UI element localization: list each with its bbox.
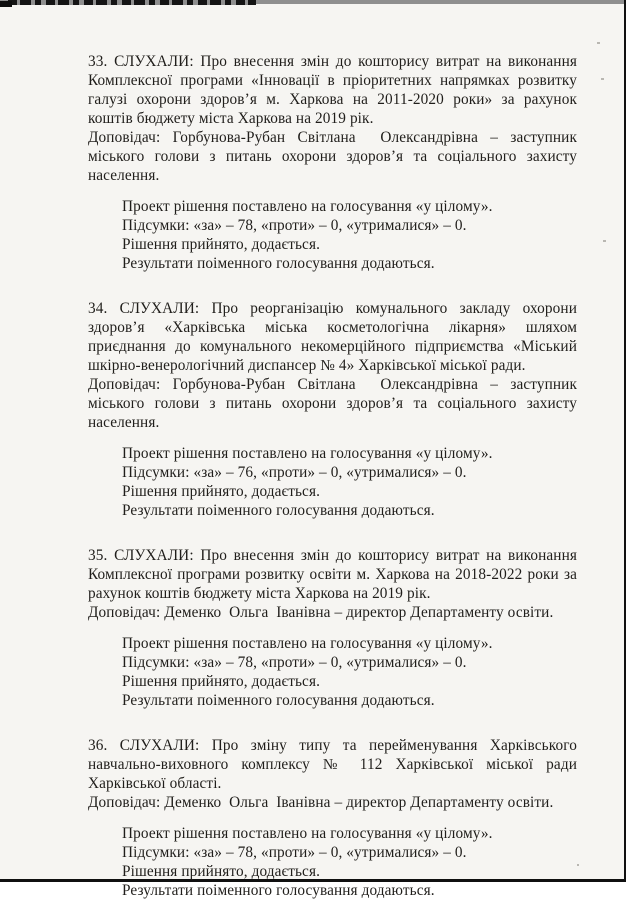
scan-corner-mark [0,1,12,7]
voting-line: Рішення прийнято, додається. [122,483,321,500]
voting-block [122,444,577,520]
item-topic-paragraph [88,299,577,375]
voting-line: Підсумки: «за» – 76, «проти» – 0, «утрималися» – 0. [122,464,467,481]
voting-line: Підсумки: «за» – 78, «проти» – 0, «утрималися» – 0. [122,654,467,671]
item-number: 33. [88,53,108,70]
document-content [88,52,577,900]
voting-line: Результати поіменного голосування додаються. [122,502,435,519]
voting-line: Проект рішення поставлено на голосування «у цілому». [122,198,493,215]
scan-speck [601,78,604,80]
item-speaker: Доповідач: Горбунова-Рубан Світлана Олександрівна – заступник міського голови з питань охорони здоров’я та соціального захисту населення. [88,376,577,431]
agenda-item-34 [88,299,577,520]
item-label: СЛУХАЛИ: [114,53,194,70]
item-topic-paragraph [88,736,577,793]
voting-block [122,197,577,273]
item-speaker: Доповідач: Горбунова-Рубан Світлана Олександрівна – заступник міського голови з питань охорони здоров’я та соціального захисту населення. [88,129,577,184]
scan-top-dashes [8,0,256,5]
item-topic-text: Про внесення змін до кошторису витрат на виконання Комплексної програми «Інновації в пріоритетних напрямках розвитку галузі охорони здоров’я м. Харкова на 2011-2020 роки» за рахунок коштів бюджету міста Харкова на 2019 рік. [88,53,577,127]
item-topic-text: Про зміну типу та перейменування Харківського навчально-виховного комплексу № 112 Харківської міської ради Харківської області. [88,737,577,792]
scan-speck [597,42,600,44]
voting-line: Рішення прийнято, додається. [122,673,321,690]
item-topic-text: Про внесення змін до кошторису витрат на виконання Комплексної програми розвитку освіти м. Харкова на 2018-2022 роки за рахунок коштів бюджету міста Харкова на 2019 рік. [88,547,577,602]
voting-line: Проект рішення поставлено на голосування «у цілому». [122,445,493,462]
item-number: 36. [88,737,108,754]
voting-block [122,634,577,710]
voting-line: Підсумки: «за» – 78, «проти» – 0, «утрималися» – 0. [122,844,467,861]
item-topic-text: Про реорганізацію комунального закладу охорони здоров’я «Харківська міська косметологічна лікарня» шляхом приєднання до комунального некомерційного підприємства «Міський шкірно-венерологічний диспансер № 4» Харківської міської ради. [88,300,577,374]
voting-line: Результати поіменного голосування додаються. [122,882,435,899]
item-label: СЛУХАЛИ: [114,547,194,564]
voting-block [122,824,577,900]
agenda-item-33 [88,52,577,273]
item-number: 35. [88,547,108,564]
agenda-item-36 [88,736,577,900]
voting-line: Рішення прийнято, додається. [122,236,321,253]
scan-speck [577,864,579,866]
voting-line: Проект рішення поставлено на голосування «у цілому». [122,635,493,652]
voting-line: Рішення прийнято, додається. [122,863,321,880]
voting-line: Проект рішення поставлено на голосування «у цілому». [122,825,493,842]
voting-line: Підсумки: «за» – 78, «проти» – 0, «утрималися» – 0. [122,217,467,234]
agenda-item-35 [88,546,577,710]
item-label: СЛУХАЛИ: [119,300,200,317]
item-label: СЛУХАЛИ: [119,737,200,754]
voting-line: Результати поіменного голосування додаються. [122,255,435,272]
item-number: 34. [88,300,108,317]
scan-speck [603,240,606,242]
item-speaker: Доповідач: Деменко Ольга Іванівна – директор Департаменту освіти. [88,794,554,811]
item-speaker: Доповідач: Деменко Ольга Іванівна – директор Департаменту освіти. [88,604,554,621]
item-topic-paragraph [88,52,577,128]
item-topic-paragraph [88,546,577,603]
voting-line: Результати поіменного голосування додаються. [122,692,435,709]
